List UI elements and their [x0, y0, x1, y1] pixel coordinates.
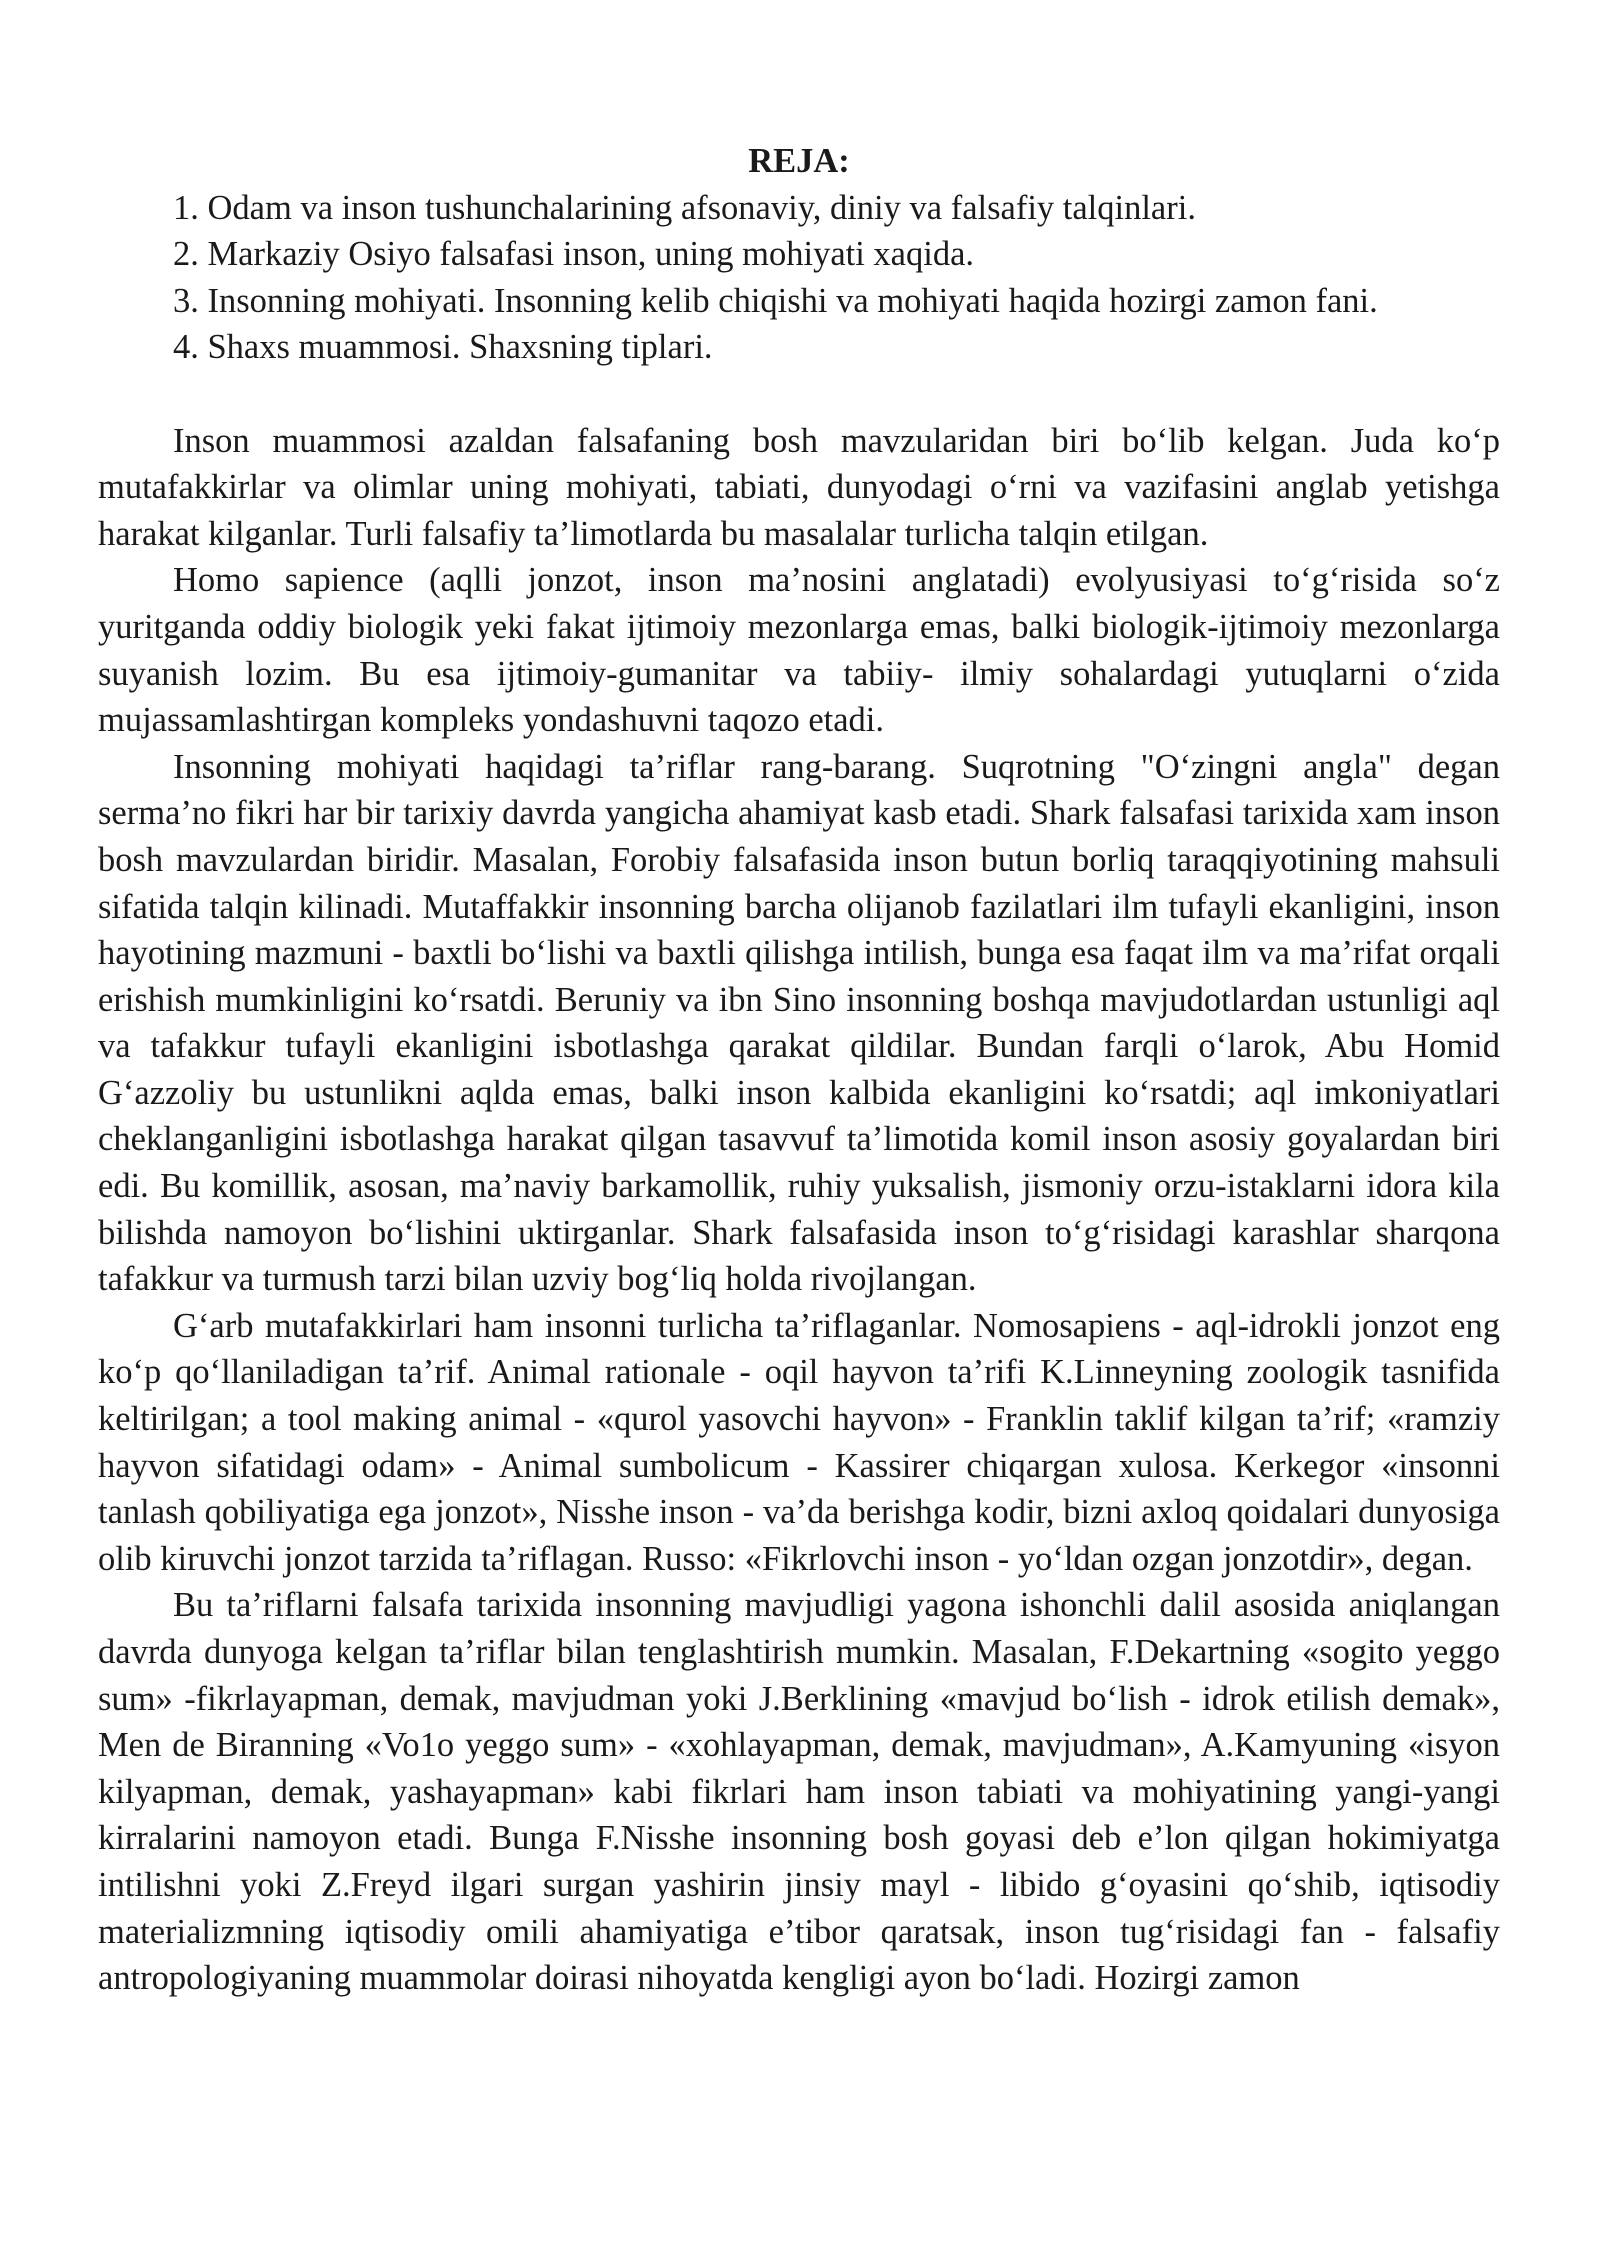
plan-item: 4. Shaxs muammosi. Shaxsning tiplari.: [173, 328, 713, 367]
plan-item: 2. Markaziy Osiyo falsafasi inson, uning mohiyati xaqida.: [173, 235, 975, 274]
page-title: REJA:: [748, 142, 850, 180]
plan-item: 3. Insonning mohiyati. Insonning kelib chiqishi va mohiyati haqida hozirgi zamon fani.: [173, 281, 1378, 320]
body-paragraph: Bu ta’riflarni falsafa tarixida insonning mavjudligi yagona ishonchli dalil asosida aniqlangan davrda dunyoga kelgan ta’riflar bilan tenglashtirish mumkin. Masalan, F.Dekartning «sogito yeggo sum» -fikrlayapman, demak, mavjudman yoki J.Berklining «mavjud bo‘lish - idrok etilish demak», Men de Biranning «Vo1o yeggo sum» - «xohlayapman, demak, mavjudman», A.Kamyuning «isyon kilyapman, demak, yashayapman» kabi fikrlari ham inson tabiati va mohiyatining yangi-yangi kirralarini namoyon etadi. Bunga F.Nisshe insonning bosh goyasi deb e’lon qilgan hokimiyatga intilishni yoki Z.Freyd ilgari surgan yashirin jinsiy mayl - libido g‘oyasini qo‘shib, iqtisodiy materializmning iqtisodiy omili ahamiyatiga e’tibor qaratsak, inson tug‘risidagi fan - falsafiy antropologiyaning muammolar doirasi nihoyatda kengligi ayon bo‘ladi. Hozirgi zamon: [98, 1586, 1500, 1998]
body-paragraph: G‘arb mutafakkirlari ham insonni turlicha ta’riflaganlar. Nomosapiens - aql-idrokli jonzot eng ko‘p qo‘llaniladigan ta’rif. Animal rationale - oqil hayvon ta’rifi K.Linneyning zoologik tasnifida keltirilgan; a tool making animal - «qurol yasovchi hayvon» - Franklin taklif kilgan ta’rif; «ramziy hayvon sifatidagi odam» - Animal sumbolicum - Kassirer chiqargan xulosa. Kerkegor «insonni tanlash qobiliyatiga ega jonzot», Nisshe inson - va’da berishga kodir, bizni axloq qoidalari dunyosiga olib kiruvchi jonzot tarzida ta’riflagan. Russo: «Fikrlovchi inson - yo‘ldan ozgan jonzotdir», degan.: [98, 1306, 1500, 1578]
document-page: [98, 138, 1500, 2002]
plan-list: [98, 185, 1500, 371]
plan-item: 1. Odam va inson tushunchalarining afsonaviy, diniy va falsafiy talqinlari.: [173, 188, 1196, 227]
body-paragraph: Inson muammosi azaldan falsafaning bosh mavzularidan biri bo‘lib kelgan. Juda ko‘p mutafakkirlar va olimlar uning mohiyati, tabiati, dunyodagi o‘rni va vazifasini anglab yetishga harakat kilganlar. Turli falsafiy ta’limotlarda bu masalalar turlicha talqin etilgan.: [98, 421, 1500, 553]
section-spacer: [98, 371, 1500, 418]
body-paragraph: Insonning mohiyati haqidagi ta’riflar rang-barang. Suqrotning "O‘zingni angla" degan serma’no fikri har bir tarixiy davrda yangicha ahamiyat kasb etadi. Shark falsafasi tarixida xam inson bosh mavzulardan biridir. Masalan, Forobiy falsafasida inson butun borliq taraqqiyotining mahsuli sifatida talqin kilinadi. Mutaffakkir insonning barcha olijanob fazilatlari ilm tufayli ekanligini, inson hayotining mazmuni - baxtli bo‘lishi va baxtli qilishga intilish, bunga esa faqat ilm va ma’rifat orqali erishish mumkinligini ko‘rsatdi. Beruniy va ibn Sino insonning boshqa mavjudotlardan ustunligi aql va tafakkur tufayli ekanligini isbotlashga qarakat qildilar. Bundan farqli o‘larok, Abu Homid G‘azzoliy bu ustunlikni aqlda emas, balki inson kalbida ekanligini ko‘rsatdi; aql imkoniyatlari cheklanganligini isbotlashga harakat qilgan tasavvuf ta’limotida komil inson asosiy goyalardan biri edi. Bu komillik, asosan, ma’naviy barkamollik, ruhiy yuksalish, jismoniy orzu-istaklarni idora kila bilishda namoyon bo‘lishini uktirganlar. Shark falsafasida inson to‘g‘risidagi karashlar sharqona tafakkur va turmush tarzi bilan uzviy bog‘liq holda rivojlangan.: [98, 747, 1500, 1299]
body-paragraph: Homo sapience (aqlli jonzot, inson ma’nosini anglatadi) evolyusiyasi to‘g‘risida so‘z yuritganda oddiy biologik yeki fakat ijtimoiy mezonlarga emas, balki biologik-ijtimoiy mezonlarga suyanish lozim. Bu esa ijtimoiy-gumanitar va tabiiy- ilmiy sohalardagi yutuqlarni o‘zida mujassamlashtirgan kompleks yondashuvni taqozo etadi.: [98, 561, 1500, 740]
